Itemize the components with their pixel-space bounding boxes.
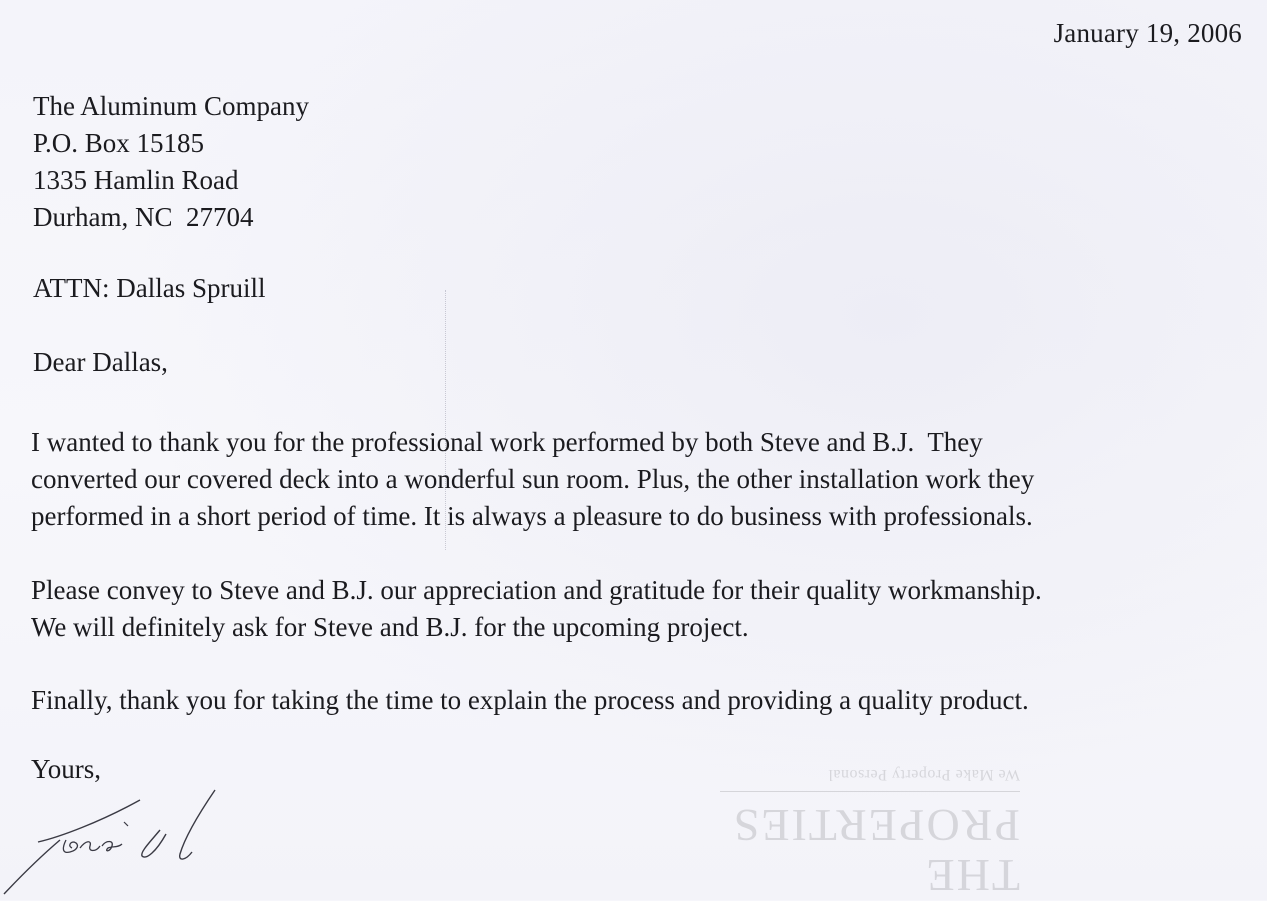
attention-line: ATTN: Dallas Spruill <box>33 273 266 303</box>
paragraph-line: Please convey to Steve and B.J. our appreciation and gratitude for their quality workmanship. <box>31 575 1042 605</box>
paragraph-line: Finally, thank you for taking the time to explain the process and providing a quality product. <box>31 685 1029 715</box>
recipient-address <box>33 88 309 236</box>
paragraph-line: We will definitely ask for Steve and B.J. for the upcoming project. <box>31 612 749 642</box>
letter-date: January 19, 2006 <box>1053 18 1242 48</box>
recipient-city-state-zip: Durham, NC 27704 <box>33 202 254 232</box>
salutation: Dear Dallas, <box>33 347 168 377</box>
handwritten-signature <box>0 782 240 900</box>
letterhead-watermark <box>700 766 1020 901</box>
watermark-title: THE PROPERTIES <box>731 800 1020 901</box>
body-paragraph-2 <box>31 572 1042 646</box>
watermark-tagline: We Make Property Personal <box>827 766 1020 783</box>
body-paragraph-3 <box>31 682 1029 719</box>
recipient-street: 1335 Hamlin Road <box>33 165 239 195</box>
watermark-rule <box>720 791 1020 792</box>
paragraph-line: I wanted to thank you for the professional work performed by both Steve and B.J. They <box>31 427 983 457</box>
body-paragraph-1 <box>31 424 1034 535</box>
recipient-po-box: P.O. Box 15185 <box>33 128 205 158</box>
recipient-company: The Aluminum Company <box>33 91 309 121</box>
closing: Yours, <box>31 754 102 784</box>
paragraph-line: performed in a short period of time. It is always a pleasure to do business with professionals. <box>31 501 1033 531</box>
paragraph-line: converted our covered deck into a wonderful sun room. Plus, the other installation work they <box>31 464 1035 494</box>
